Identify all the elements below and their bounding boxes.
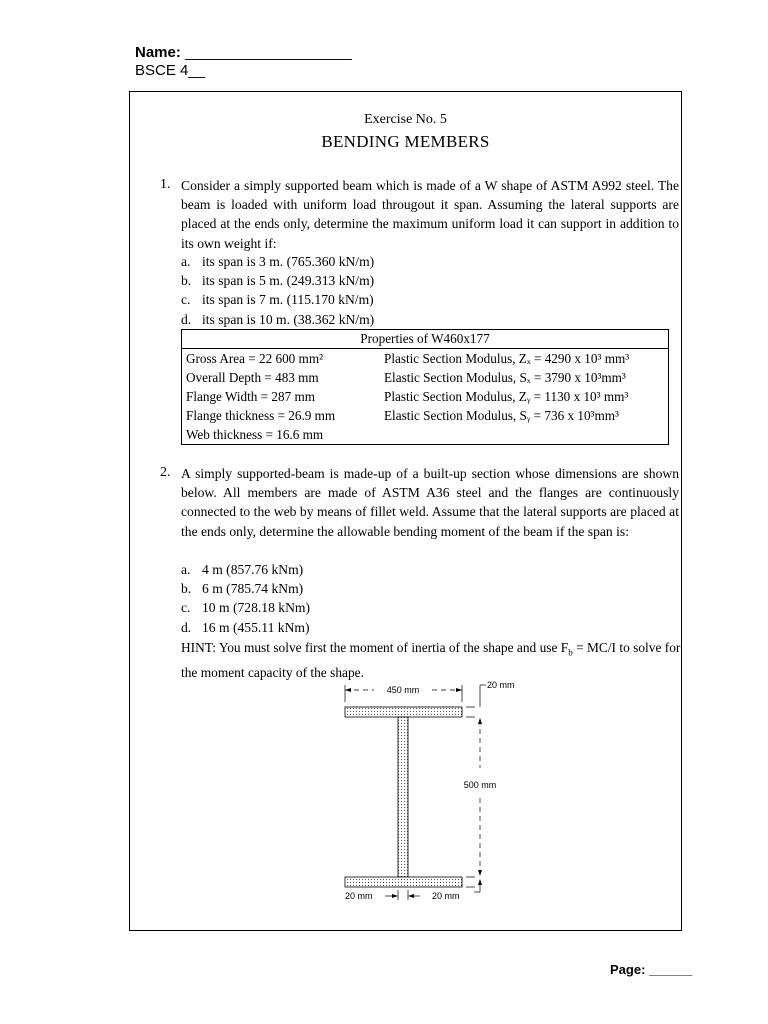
dim-web-thickness-left: 20 mm: [345, 891, 373, 901]
list-item: c. 10 m (728.18 kNm): [181, 600, 310, 616]
name-label: Name:: [135, 44, 181, 61]
list-item: b. 6 m (785.74 kNm): [181, 581, 304, 597]
dim-flange-thickness: 20 mm: [487, 680, 515, 690]
table-row: Overall Depth = 483 mm Elastic Section Modulus, Sₓ = 3790 x 10³mm³: [186, 370, 626, 385]
list-item: b. its span is 5 m. (249.313 kN/m): [181, 273, 375, 289]
list-item: d. its span is 10 m. (38.362 kN/m): [181, 311, 375, 327]
q2-text: A simply supported-beam is made-up of a built-up section whose dimensions are shown below. All members are made of ASTM A36 steel and the flanges are continuously connected to the web by means of fillet weld. Assume that the lateral supports are placed at the ends only, determine the allowable bending moment of the beam if the span is:: [181, 466, 679, 539]
dim-flange-width: 450 mm: [386, 685, 420, 695]
list-item: c. its span is 7 m. (115.170 kN/m): [181, 292, 374, 308]
list-item: d. 16 m (455.11 kNm): [181, 619, 310, 635]
table-row: Gross Area = 22 600 mm² Plastic Section Modulus, Zₓ = 4290 x 10³ mm³: [186, 351, 630, 366]
q2-number: 2.: [160, 465, 171, 480]
q2-options: [181, 560, 310, 637]
properties-table: [181, 329, 669, 445]
q2-hint: HINT: You must solve first the moment of inertia of the shape and use $F_b = MC/I$ to solve for the moment capacity of the shape.: [181, 640, 681, 680]
dim-web-height: 500 mm: [463, 780, 497, 790]
name-field: [135, 44, 352, 61]
q1-text: Consider a simply supported beam which is made of a W shape of ASTM A992 steel. The beam is loaded with uniform load througout it span. Assuming the lateral supports are placed at the ends only, determine the maximum uniform load it can support in addition to its own weight if:: [181, 178, 679, 251]
q1-options: [181, 252, 374, 329]
list-item: a. its span is 3 m. (765.360 kN/m): [181, 254, 375, 269]
list-item: a. 4 m (857.76 kNm): [181, 562, 304, 577]
top-flange: [345, 707, 462, 717]
name-blank: ____________________: [185, 44, 352, 61]
table-row: Flange thickness = 26.9 mm Elastic Section Modulus, Sᵧ = 736 x 10³mm³: [186, 408, 619, 423]
section-label: BSCE 4__: [135, 62, 206, 79]
bottom-flange: [345, 877, 462, 887]
table-row: Web thickness = 16.6 mm: [186, 427, 324, 442]
built-up-section-figure: [340, 680, 515, 910]
exercise-title: BENDING MEMBERS: [321, 132, 490, 151]
exercise-number: Exercise No. 5: [364, 112, 447, 127]
q1-number: 1.: [160, 177, 171, 192]
page-number-field: Page: ______: [610, 962, 693, 977]
exercise-frame: [129, 91, 682, 931]
dim-web-thickness-right: 20 mm: [432, 891, 460, 901]
properties-table-title: Properties of W460x177: [182, 330, 669, 349]
table-row: Flange Width = 287 mm Plastic Section Modulus, Zᵧ = 1130 x 10³ mm³: [186, 389, 629, 404]
web-plate: [398, 717, 408, 877]
